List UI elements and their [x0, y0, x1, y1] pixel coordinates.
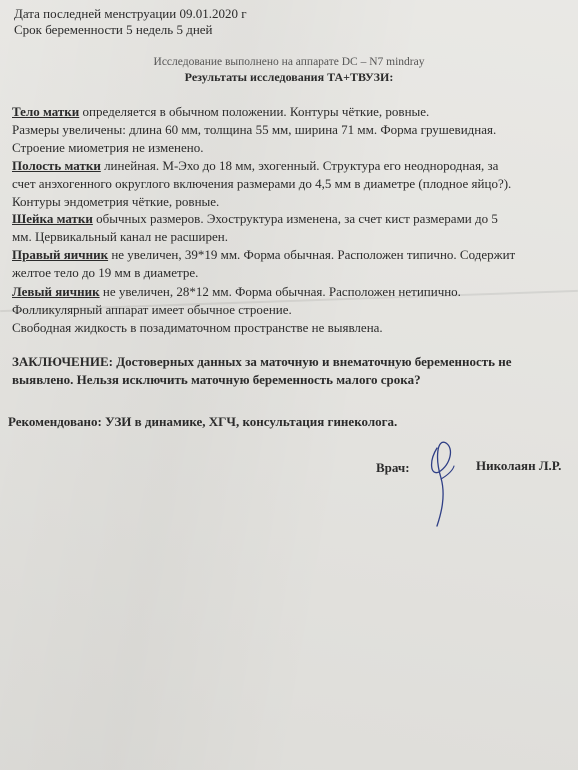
cervix-line: [12, 211, 498, 227]
right-ovary-line: [12, 247, 515, 263]
device-info: Исследование выполнено на аппарате DC – N7 mindray: [153, 56, 425, 68]
conclusion-line-2: выявлено. Нельзя исключить маточную беременность малого срока?: [12, 372, 421, 387]
conclusion-label: ЗАКЛЮЧЕНИЕ:: [12, 354, 113, 369]
uterus-sizes: Размеры увеличены: длина 60 мм, толщина 55 мм, ширина 71 мм. Форма грушевидная.: [12, 122, 497, 137]
myometrium-line: Строение миометрия не изменено.: [12, 140, 204, 155]
right-ovary-text: не увеличен, 39*19 мм. Форма обычная. Расположен типично. Содержит: [108, 247, 516, 262]
doctor-label: Врач:: [376, 460, 410, 475]
cavity-line-2: счет анэхогенного округлого включения размерами до 4,5 мм в диаметре (плодное яйцо?).: [12, 176, 512, 191]
left-ovary-line: [12, 284, 461, 300]
uterus-line: [12, 104, 429, 120]
uterus-text: определяется в обычном положении. Контуры чёткие, ровные.: [79, 104, 430, 119]
cervix-text: обычных размеров. Эхоструктура изменена, за счет кист размерами до 5: [92, 211, 498, 226]
cavity-line: [12, 158, 498, 174]
pregnancy-term: Срок беременности 5 недель 5 дней: [14, 22, 213, 37]
free-fluid-line: Свободная жидкость в позадиматочном пространстве не выявлена.: [12, 320, 383, 335]
right-ovary-line-2: желтое тело до 19 мм в диаметре.: [12, 265, 199, 280]
cavity-label: Полость матки: [12, 158, 101, 173]
doctor-signature: [423, 436, 468, 528]
cavity-text: линейная. М-Эхо до 18 мм, эхогенный. Структура его неоднородная, за: [100, 158, 499, 173]
conclusion-text: Достоверных данных за маточную и внематочную беременность не: [112, 354, 512, 369]
left-ovary-label: Левый яичник: [12, 284, 100, 299]
follicular-line: Фолликулярный аппарат имеет обычное строение.: [12, 302, 292, 317]
cervix-label: Шейка матки: [12, 211, 93, 226]
uterus-label: Тело матки: [12, 104, 80, 119]
doctor-name: Николаян Л.Р.: [476, 458, 562, 473]
left-ovary-text: не увеличен, 28*12 мм. Форма обычная. Расположен нетипично.: [99, 284, 461, 299]
last-menses-date: Дата последней менструации 09.01.2020 г: [14, 6, 247, 21]
right-ovary-label: Правый яичник: [12, 247, 109, 262]
results-title: Результаты исследования ТА+ТВУЗИ:: [184, 70, 394, 84]
recommendation: Рекомендовано: УЗИ в динамике, ХГЧ, консультация гинеколога.: [8, 414, 398, 429]
endometrium-line: Контуры эндометрия чёткие, ровные.: [12, 194, 220, 209]
conclusion-line: [12, 354, 512, 370]
cervix-line-2: мм. Цервикальный канал не расширен.: [12, 229, 228, 244]
